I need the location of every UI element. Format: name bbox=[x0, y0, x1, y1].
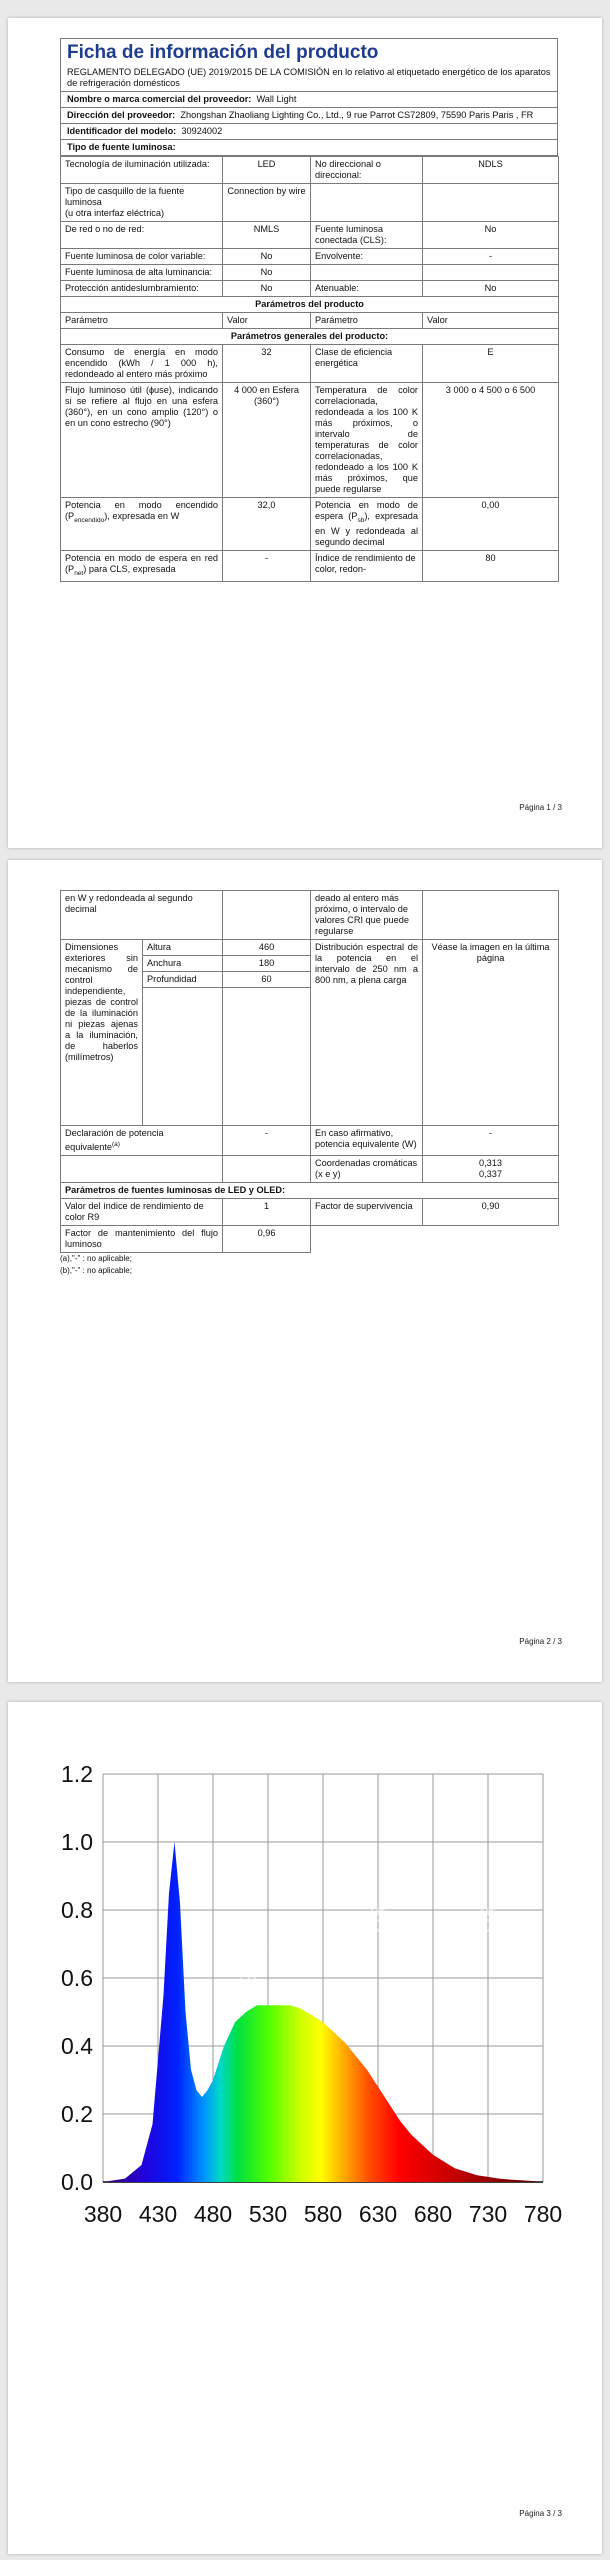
document-title: Ficha de información del producto bbox=[60, 38, 558, 65]
non-directional-label: No direccional o direccional: bbox=[311, 157, 423, 184]
light-source-type-header: Tipo de fuente luminosa: bbox=[60, 140, 558, 156]
depth-label: Profundidad bbox=[143, 972, 223, 988]
cct-label: Temperatura de color correlacionada, redondeada a los 100 K más próximos, o intervalo de temperaturas de color correlacionadas, redondeado a los 100 K más próximos, que puede regularse bbox=[311, 383, 423, 498]
page-number-2: Página 2 / 3 bbox=[519, 1637, 562, 1646]
watermark-text: TSGK bbox=[229, 1938, 274, 2004]
y-tick-label: 1.0 bbox=[61, 1829, 93, 1855]
flux-value: 4 000 en Esfera (360°) bbox=[223, 383, 311, 498]
regulation-text: REGLAMENTO DELEGADO (UE) 2019/2015 DE LA COMISIÓN en lo relativo al etiquetado energético de los aparatos de refrigeración domésticos bbox=[60, 65, 558, 92]
net-standby-label-cont: en W y redondeada al segundo decimal bbox=[61, 891, 223, 940]
spectral-label: Distribución espectral de la potencia en el intervalo de 250 nm a 800 nm, a plena carga bbox=[311, 940, 423, 1126]
x-tick-label: 680 bbox=[413, 2201, 453, 2227]
r9-label: Valor del índice de rendimiento de color R9 bbox=[61, 1199, 223, 1226]
efficiency-value: E bbox=[423, 345, 559, 383]
chroma-value: 0,313 0,337 bbox=[423, 1156, 559, 1183]
watermark-text: TSGK bbox=[459, 1898, 504, 1964]
light-source-table bbox=[60, 156, 559, 582]
supplier-name-value: Wall Light bbox=[256, 94, 297, 104]
high-luminance-value: No bbox=[223, 265, 311, 281]
colour-tunable-value: No bbox=[223, 249, 311, 265]
chart-watermarks bbox=[229, 1898, 503, 2004]
technology-label: Tecnología de iluminación utilizada: bbox=[61, 157, 223, 184]
standby-label: Potencia en modo de espera $(P_{sb})$, expresada en W y redondeada al segundo decimal bbox=[311, 498, 423, 551]
y-tick-label: 0.4 bbox=[61, 2033, 93, 2059]
equiv-value: - bbox=[223, 1126, 311, 1156]
envelope-label: Envolvente: bbox=[311, 249, 423, 265]
depth-value: 60 bbox=[223, 972, 311, 988]
supplier-address-label: Dirección del proveedor: bbox=[67, 110, 176, 120]
width-label: Anchura bbox=[143, 956, 223, 972]
survival-value: 0,90 bbox=[423, 1199, 559, 1226]
cri-label-cont: deado al entero más próximo, o intervalo de valores CRI que puede regularse bbox=[311, 891, 423, 940]
model-label: Identificador del modelo: bbox=[67, 126, 177, 136]
page-2 bbox=[8, 860, 602, 1682]
x-tick-label: 430 bbox=[138, 2201, 178, 2227]
model-value: 30924002 bbox=[181, 126, 223, 136]
x-tick-labels bbox=[84, 2201, 562, 2227]
efficiency-label: Clase de eficiencia energética bbox=[311, 345, 423, 383]
maintenance-value: 0,96 bbox=[223, 1226, 311, 1253]
x-tick-label: 380 bbox=[83, 2201, 123, 2227]
colour-tunable-label: Fuente luminosa de color variable: bbox=[61, 249, 223, 265]
mains-label: De red o no de red: bbox=[61, 222, 223, 249]
dimensions-label: Dimensiones exteriores sin mecanismo de control independiente, piezas de control de la iluminación ni piezas ajenas a la iluminación, de haberlos (milímetros) bbox=[61, 940, 143, 1126]
y-tick-label: 1.2 bbox=[61, 1761, 93, 1787]
mains-value: NMLS bbox=[223, 222, 311, 249]
y-tick-label: 0.8 bbox=[61, 1897, 93, 1923]
y-tick-label: 0.6 bbox=[61, 1965, 93, 1991]
spectral-distribution-chart bbox=[8, 1742, 602, 2262]
x-tick-label: 630 bbox=[358, 2201, 398, 2227]
envelope-value: - bbox=[423, 249, 559, 265]
x-tick-label: 580 bbox=[303, 2201, 343, 2227]
footnote-b: (b),"-" : no aplicable; bbox=[60, 1266, 132, 1276]
chroma-label: Coordenadas cromáticas (x e y) bbox=[311, 1156, 423, 1183]
params-table-continued bbox=[60, 890, 559, 1253]
col-param-1: Parámetro bbox=[61, 313, 223, 329]
general-params-header: Parámetros generales del producto: bbox=[61, 329, 559, 345]
equiv-power-value: - bbox=[423, 1126, 559, 1156]
high-luminance-label: Fuente luminosa de alta luminancia: bbox=[61, 265, 223, 281]
net-standby-label: Potencia en modo de espera en red $(P_{net})$ para CLS, expresada bbox=[61, 550, 223, 581]
y-tick-labels bbox=[61, 1761, 93, 2195]
x-tick-label: 780 bbox=[523, 2201, 563, 2227]
height-value: 460 bbox=[223, 940, 311, 956]
dimmable-label: Atenuable: bbox=[311, 281, 423, 297]
spectral-value: Véase la imagen en la última página bbox=[423, 940, 559, 1126]
net-standby-value: - bbox=[223, 550, 311, 581]
consumption-label: Consumo de energía en modo encendido (kWh / 1 000 h), redondeado al entero más próximo bbox=[61, 345, 223, 383]
on-power-label: Potencia en modo encendido $(P_{encendido})$, expresada en W bbox=[61, 498, 223, 551]
equiv-power-label: En caso afirmativo, potencia equivalente (W) bbox=[311, 1126, 423, 1156]
maintenance-label: Factor de mantenimiento del flujo luminoso bbox=[61, 1226, 223, 1253]
watermark-text: TSGK bbox=[349, 1898, 394, 1964]
on-power-value: 32,0 bbox=[223, 498, 311, 551]
y-tick-label: 0.2 bbox=[61, 2101, 93, 2127]
anti-glare-value: No bbox=[223, 281, 311, 297]
dimmable-value: No bbox=[423, 281, 559, 297]
supplier-name-row bbox=[60, 92, 558, 108]
cls-label: Fuente luminosa conectada (CLS): bbox=[311, 222, 423, 249]
model-row bbox=[60, 124, 558, 140]
survival-label: Factor de supervivencia bbox=[311, 1199, 423, 1226]
cri-label: Índice de rendimiento de color, redon- bbox=[311, 550, 423, 581]
supplier-address-value: Zhongshan Zhaoliang Lighting Co., Ltd., 9 rue Parrot CS72809, 75590 Paris Paris , FR bbox=[180, 110, 534, 120]
flux-label: Flujo luminoso útil (ɸuse), indicando si se refiere al flujo en una esfera (360°), en un cono amplio (120°) o en un cono estrecho (90°) bbox=[61, 383, 223, 498]
params-header: Parámetros del producto bbox=[61, 297, 559, 313]
x-tick-label: 480 bbox=[193, 2201, 233, 2227]
anti-glare-label: Protección antideslumbramiento: bbox=[61, 281, 223, 297]
col-param-2: Parámetro bbox=[311, 313, 423, 329]
r9-value: 1 bbox=[223, 1199, 311, 1226]
cap-label: Tipo de casquillo de la fuente luminosa (u otra interfaz eléctrica) bbox=[61, 184, 223, 222]
document-page-2 bbox=[60, 890, 558, 1277]
consumption-value: 32 bbox=[223, 345, 311, 383]
standby-value: 0,00 bbox=[423, 498, 559, 551]
page-number-3: Página 3 / 3 bbox=[519, 2509, 562, 2518]
col-value-2: Valor bbox=[423, 313, 559, 329]
technology-value: LED bbox=[223, 157, 311, 184]
led-params-header: Parámetros de fuentes luminosas de LED y OLED: bbox=[61, 1183, 559, 1199]
height-label: Altura bbox=[143, 940, 223, 956]
y-tick-label: 0.0 bbox=[61, 2169, 93, 2195]
x-tick-label: 730 bbox=[468, 2201, 508, 2227]
cap-value: Connection by wire bbox=[223, 184, 311, 222]
document-page-1 bbox=[60, 38, 558, 582]
cls-value: No bbox=[423, 222, 559, 249]
supplier-name-label: Nombre o marca comercial del proveedor: bbox=[67, 94, 252, 104]
equiv-label: Declaración de potencia equivalente$^{(a)}$ bbox=[61, 1126, 223, 1156]
page-1 bbox=[8, 18, 602, 848]
footnote-a: (a),"-" : no aplicable; bbox=[60, 1254, 132, 1264]
cri-value: 80 bbox=[423, 550, 559, 581]
non-directional-value: NDLS bbox=[423, 157, 559, 184]
x-tick-label: 530 bbox=[248, 2201, 288, 2227]
page-number-1: Página 1 / 3 bbox=[519, 803, 562, 812]
cct-value: 3 000 o 4 500 o 6 500 bbox=[423, 383, 559, 498]
col-value-1: Valor bbox=[223, 313, 311, 329]
supplier-address-row bbox=[60, 108, 558, 124]
width-value: 180 bbox=[223, 956, 311, 972]
page-3 bbox=[8, 1702, 602, 2554]
